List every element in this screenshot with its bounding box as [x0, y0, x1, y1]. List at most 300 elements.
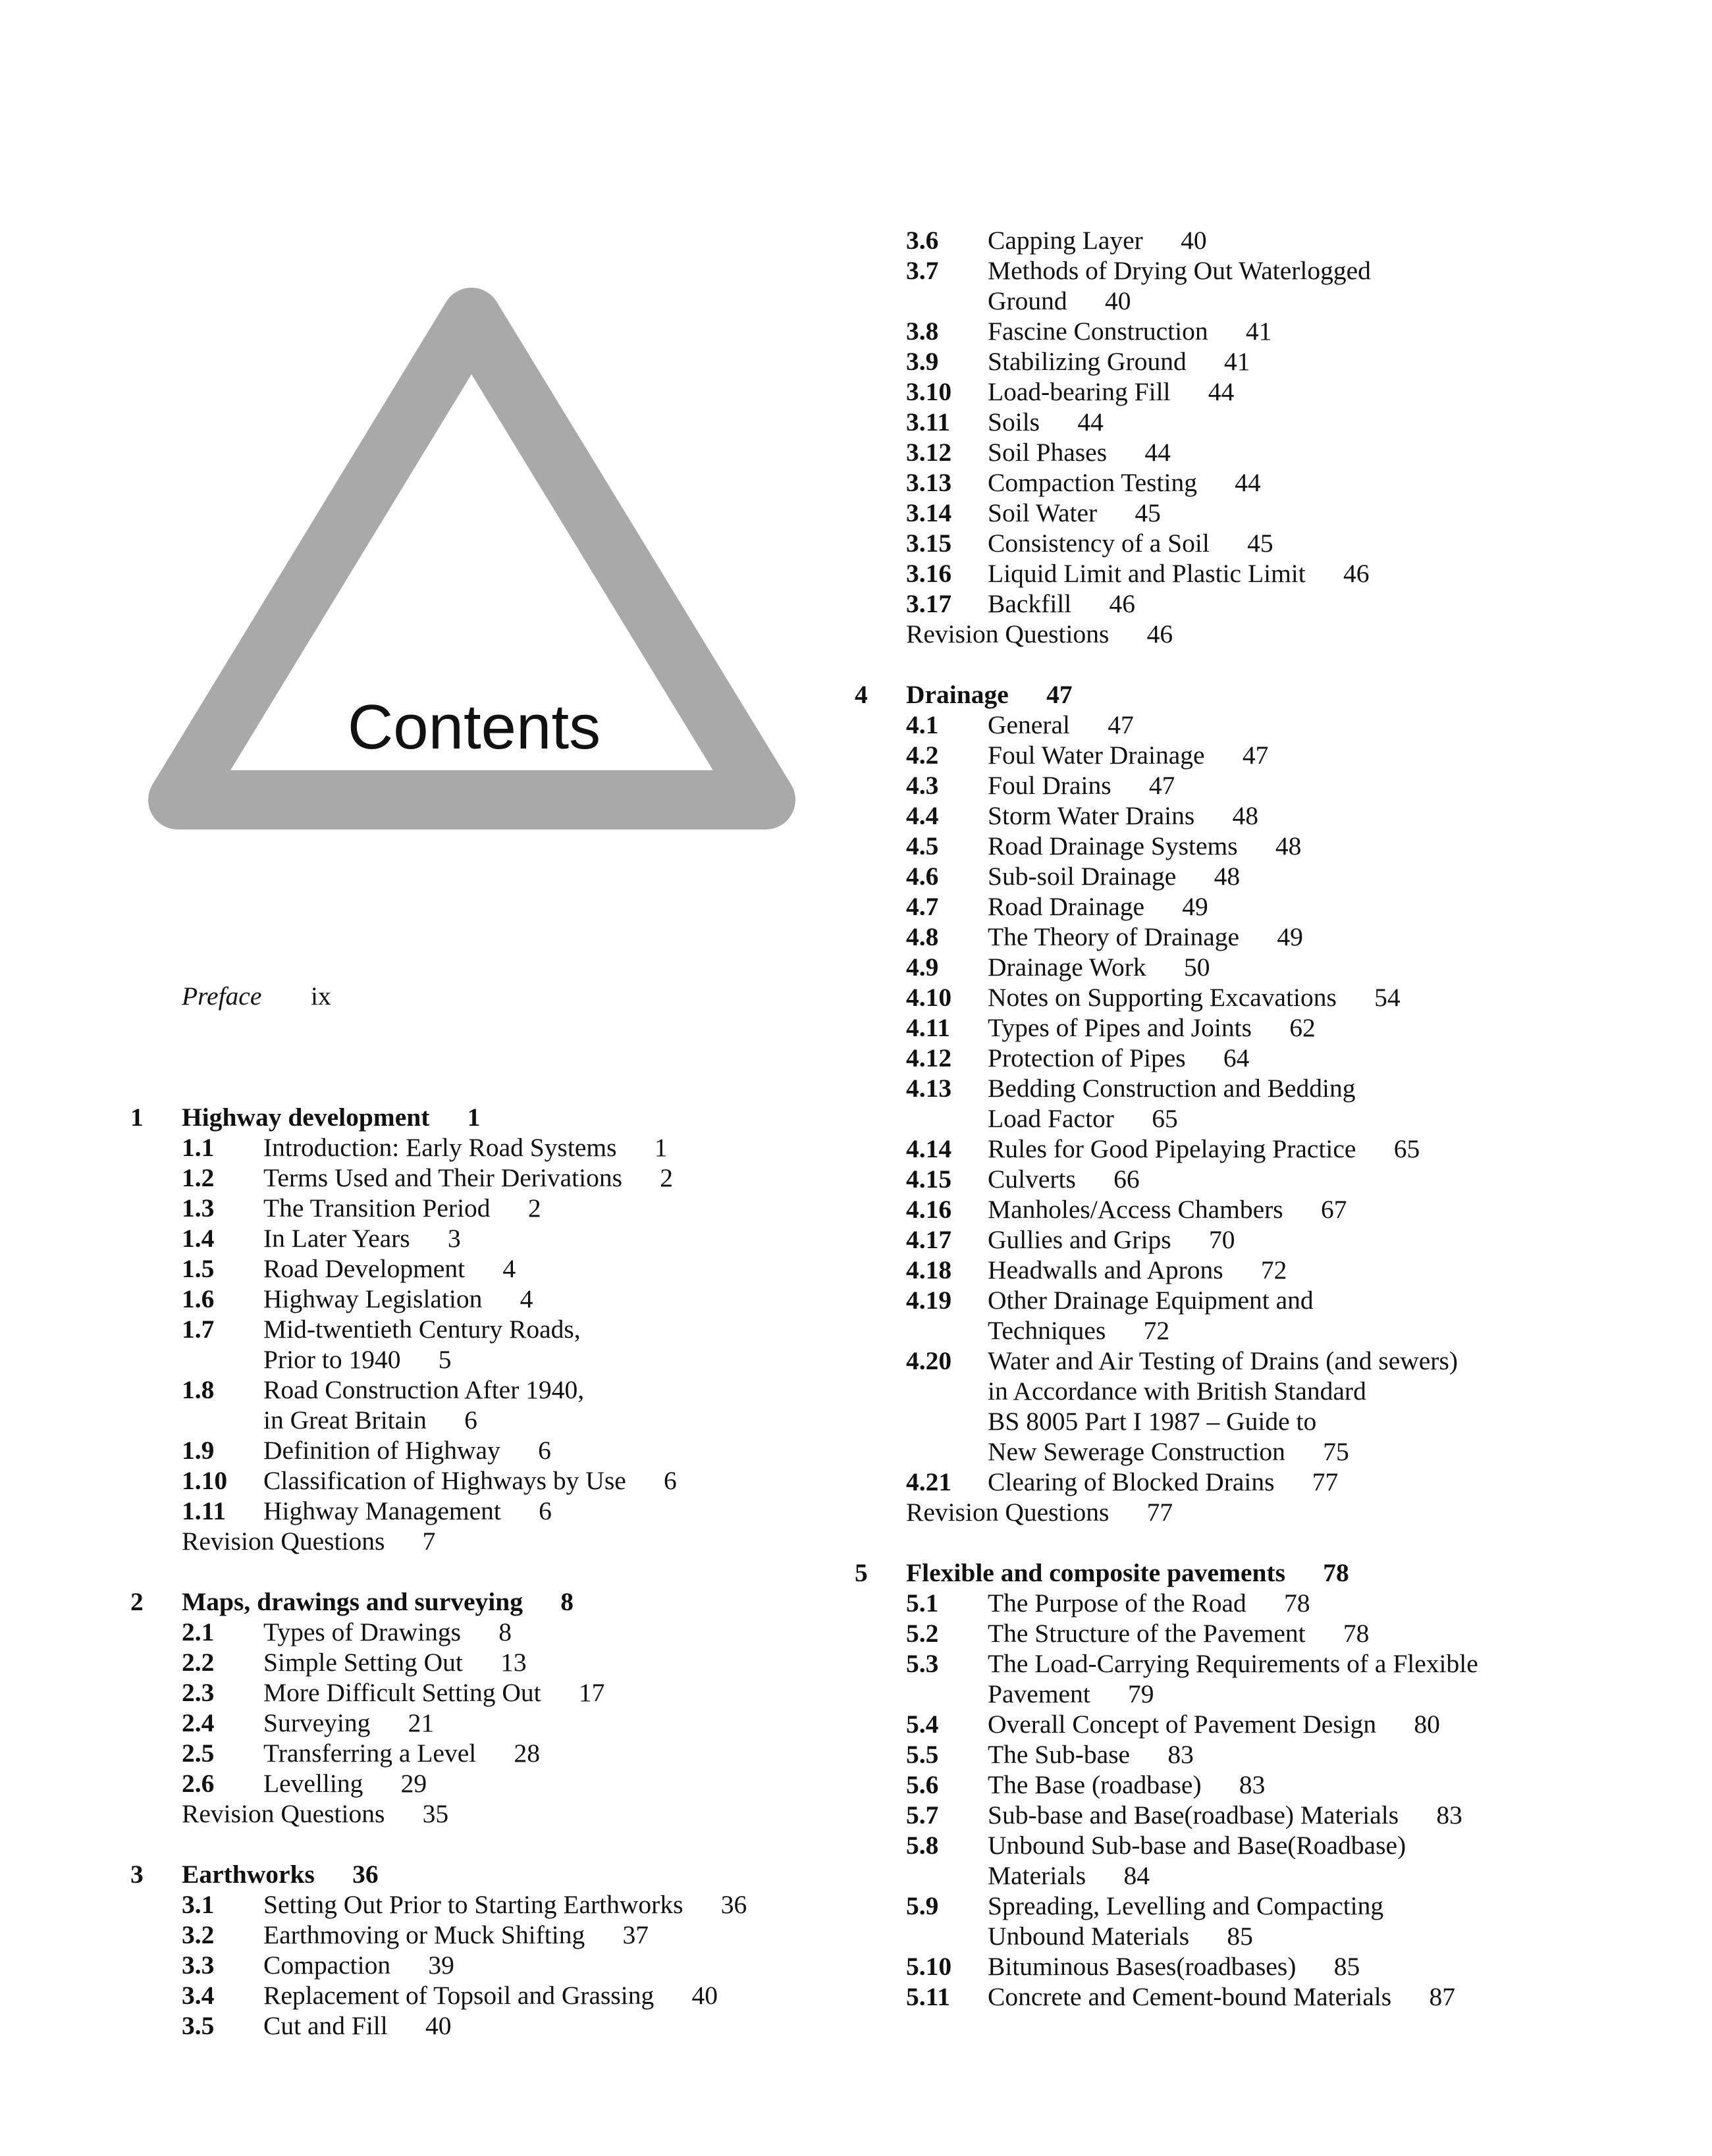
- section-title: Classification of Highways by Use: [263, 1466, 626, 1495]
- section-title-line: [988, 1709, 1440, 1739]
- chapter-number: 1: [130, 1103, 144, 1132]
- section-title-line: [988, 528, 1273, 558]
- section-title: Earthmoving or Muck Shifting: [263, 1920, 585, 1949]
- section-title: The Transition Period: [263, 1194, 491, 1223]
- section-page: 70: [1208, 1225, 1235, 1254]
- section-number: 5.5: [906, 1740, 939, 1769]
- section-number: 4.3: [906, 771, 939, 800]
- section-page: 28: [514, 1739, 540, 1768]
- section-number: 3.2: [182, 1920, 215, 1949]
- section-number: 2.1: [182, 1617, 215, 1646]
- section-page: 72: [1260, 1255, 1287, 1284]
- section-number: 4.10: [906, 983, 952, 1012]
- contents-triangle-graphic: [146, 283, 798, 856]
- section-title: Road Drainage: [988, 892, 1145, 921]
- section-number: 4.8: [906, 922, 939, 951]
- section-title: Setting Out Prior to Starting Earthworks: [263, 1890, 683, 1919]
- section-number: 1.10: [182, 1466, 228, 1495]
- section-title-line: [988, 1800, 1462, 1830]
- section-page: 87: [1429, 1982, 1455, 2011]
- chapter-title: Earthworks: [182, 1860, 315, 1889]
- section-title-line: [263, 1193, 541, 1223]
- section-title-line: [263, 1163, 673, 1193]
- section-title-line: [263, 1314, 581, 1344]
- section-page: 41: [1223, 347, 1250, 376]
- section-title: In Later Years: [263, 1224, 410, 1253]
- section-title: Liquid Limit and Plastic Limit: [988, 559, 1306, 588]
- section-title: Methods of Drying Out Waterlogged: [988, 256, 1371, 285]
- preface-label: Preface: [182, 982, 262, 1011]
- section-title-line: [263, 1375, 584, 1405]
- section-title-line: [988, 346, 1250, 377]
- section-title: Bedding Construction and Bedding: [988, 1074, 1356, 1103]
- section-page: 8: [498, 1617, 512, 1646]
- chapter-page: 47: [1046, 680, 1073, 709]
- section-title: The Sub-base: [988, 1740, 1131, 1769]
- section-number: 3.12: [906, 438, 952, 467]
- section-number: 4.20: [906, 1346, 952, 1375]
- section-page: 80: [1414, 1710, 1440, 1739]
- section-number: 1.3: [182, 1194, 215, 1223]
- section-title: Other Drainage Equipment and: [988, 1286, 1314, 1315]
- section-title-line: [988, 1436, 1349, 1467]
- section-title-line: [988, 1012, 1316, 1043]
- section-title: The Structure of the Pavement: [988, 1619, 1306, 1648]
- chapter-title: Maps, drawings and surveying: [182, 1587, 523, 1616]
- section-page: 44: [1077, 408, 1104, 436]
- section-title-line: [263, 2011, 452, 2041]
- section-page: 48: [1275, 831, 1302, 860]
- chapter-page: 78: [1323, 1558, 1349, 1587]
- section-number: 2.5: [182, 1739, 215, 1768]
- section-number: 2.3: [182, 1678, 215, 1707]
- section-page: 2: [660, 1163, 673, 1192]
- section-number: 1.7: [182, 1315, 215, 1344]
- section-title-line: [988, 1860, 1150, 1891]
- section-number: 3.9: [906, 347, 939, 376]
- section-page: 46: [1146, 619, 1173, 648]
- section-title-line: [988, 1255, 1287, 1285]
- section-title-line: [263, 1708, 434, 1738]
- section-title-line: [988, 1982, 1455, 2012]
- section-number: 4.1: [906, 710, 939, 739]
- section-title-line: [988, 831, 1301, 861]
- section-title-line: [263, 1647, 527, 1677]
- section-title-line: [988, 1285, 1314, 1315]
- section-number: 3.15: [906, 529, 952, 558]
- section-number: 4.19: [906, 1286, 952, 1315]
- section-title-line: [988, 1951, 1360, 1982]
- section-number: 4.16: [906, 1195, 952, 1224]
- section-title: Fascine Construction: [988, 317, 1208, 346]
- section-title: Rules for Good Pipelaying Practice: [988, 1134, 1356, 1163]
- section-title: Road Drainage Systems: [988, 831, 1238, 860]
- section-page: 79: [1128, 1679, 1154, 1708]
- section-page: 78: [1343, 1619, 1370, 1648]
- section-title: Highway Management: [263, 1496, 501, 1525]
- section-number: 4.11: [906, 1013, 950, 1042]
- section-title: Foul Drains: [988, 771, 1111, 800]
- section-number: 1.8: [182, 1375, 215, 1404]
- section-title-line: [988, 407, 1104, 437]
- section-title: More Difficult Setting Out: [263, 1678, 541, 1707]
- section-number: 3.8: [906, 317, 939, 346]
- section-title-line: [988, 589, 1135, 619]
- section-page: 44: [1235, 468, 1261, 497]
- section-number: 3.4: [182, 1981, 215, 2010]
- section-page: 44: [1144, 438, 1171, 467]
- section-title: Sub-base and Base(roadbase) Materials: [988, 1801, 1399, 1829]
- section-page: 47: [1108, 710, 1134, 739]
- section-title-line: [988, 1467, 1338, 1497]
- section-number: 5.8: [906, 1831, 939, 1860]
- section-page: 40: [1181, 226, 1207, 255]
- section-page: 78: [1284, 1589, 1310, 1617]
- section-page: 7: [422, 1527, 436, 1556]
- section-number: 1.9: [182, 1436, 215, 1465]
- section-page: 5: [438, 1345, 452, 1374]
- revision-title: Revision Questions: [182, 1527, 385, 1556]
- section-title-line: [988, 1921, 1253, 1951]
- section-page: 49: [1277, 922, 1303, 951]
- section-title: The Purpose of the Road: [988, 1589, 1246, 1617]
- section-title-line: [988, 982, 1401, 1012]
- section-title: Road Development: [263, 1254, 466, 1283]
- section-title-line: [263, 1435, 551, 1465]
- revision-line: [182, 1526, 435, 1556]
- section-page: 39: [428, 1951, 454, 1980]
- page-title: Contents: [347, 692, 601, 762]
- section-title-line: [988, 801, 1258, 831]
- section-number: 3.14: [906, 498, 952, 527]
- section-title-line: [988, 1346, 1458, 1376]
- chapter-title: Drainage: [906, 680, 1009, 709]
- section-title-line: [988, 377, 1234, 407]
- section-number: 4.12: [906, 1043, 952, 1072]
- section-title-line: [988, 770, 1175, 801]
- section-title-line: [988, 255, 1371, 286]
- preface-page: ix: [311, 982, 331, 1011]
- section-page: 13: [500, 1648, 527, 1677]
- section-title: Pavement: [988, 1679, 1090, 1708]
- section-title-line: [263, 1889, 747, 1920]
- section-page: 48: [1214, 862, 1241, 891]
- section-number: 5.3: [906, 1649, 939, 1678]
- section-page: 45: [1135, 498, 1161, 527]
- section-title: Sub-soil Drainage: [988, 862, 1177, 891]
- section-number: 5.10: [906, 1952, 952, 1981]
- section-title: The Theory of Drainage: [988, 922, 1240, 951]
- section-number: 4.5: [906, 831, 939, 860]
- chapter-title-line: [182, 1102, 480, 1132]
- revision-title: Revision Questions: [182, 1799, 385, 1828]
- section-title: Simple Setting Out: [263, 1648, 463, 1677]
- section-number: 2.4: [182, 1708, 215, 1737]
- section-number: 5.2: [906, 1619, 939, 1648]
- section-number: 4.7: [906, 892, 939, 921]
- section-title: Levelling: [263, 1769, 363, 1798]
- section-number: 4.4: [906, 801, 939, 830]
- section-title-line: [988, 1224, 1235, 1255]
- section-number: 5.7: [906, 1801, 939, 1829]
- section-page: 54: [1374, 983, 1401, 1012]
- revision-line: [906, 1497, 1173, 1527]
- section-title: Replacement of Topsoil and Grassing: [263, 1981, 655, 2010]
- section-page: 50: [1183, 953, 1210, 982]
- section-number: 4.15: [906, 1165, 952, 1194]
- section-title: Introduction: Early Road Systems: [263, 1133, 617, 1162]
- section-title-line: [263, 1253, 516, 1284]
- section-page: 29: [400, 1769, 427, 1798]
- revision-line: [906, 619, 1173, 649]
- section-title-line: [988, 1618, 1369, 1648]
- section-title-line: [263, 1920, 649, 1950]
- section-title-line: [988, 558, 1370, 589]
- section-title-line: [988, 1043, 1249, 1073]
- section-title-line: [263, 1677, 604, 1708]
- section-title: Techniques: [988, 1316, 1106, 1345]
- section-page: 40: [425, 2011, 452, 2040]
- section-title: Capping Layer: [988, 226, 1143, 255]
- chapter-title-line: [906, 679, 1073, 710]
- section-title: New Sewerage Construction: [988, 1437, 1285, 1466]
- section-title-line: [988, 1376, 1366, 1406]
- chapter-title: Flexible and composite pavements: [906, 1558, 1286, 1587]
- section-title: Manholes/Access Chambers: [988, 1195, 1283, 1224]
- section-title: Definition of Highway: [263, 1436, 500, 1465]
- section-page: 6: [538, 1436, 551, 1465]
- section-number: 4.18: [906, 1255, 952, 1284]
- section-title-line: [988, 1134, 1420, 1164]
- section-title-line: [988, 1648, 1478, 1679]
- section-number: 4.6: [906, 862, 939, 891]
- section-page: 36: [720, 1890, 747, 1919]
- section-page: 64: [1223, 1043, 1250, 1072]
- section-title: Headwalls and Aprons: [988, 1255, 1223, 1284]
- section-title: Notes on Supporting Excavations: [988, 983, 1337, 1012]
- section-page: 77: [1312, 1467, 1339, 1496]
- section-title: Road Construction After 1940,: [263, 1375, 585, 1404]
- chapter-title-line: [906, 1558, 1349, 1588]
- section-title: The Base (roadbase): [988, 1770, 1202, 1799]
- section-title: Clearing of Blocked Drains: [988, 1467, 1275, 1496]
- section-number: 3.1: [182, 1890, 215, 1919]
- section-title-line: [988, 467, 1261, 498]
- section-page: 85: [1227, 1922, 1253, 1951]
- section-title: Backfill: [988, 589, 1072, 618]
- section-title: Consistency of a Soil: [988, 529, 1210, 558]
- section-page: 84: [1123, 1861, 1150, 1890]
- section-page: 40: [691, 1981, 718, 2010]
- chapter-number: 3: [130, 1860, 144, 1889]
- section-title-line: [263, 1768, 427, 1799]
- section-page: 65: [1152, 1104, 1178, 1133]
- section-number: 3.6: [906, 226, 939, 255]
- section-number: 4.14: [906, 1134, 952, 1163]
- chapter-page: 36: [352, 1860, 379, 1889]
- section-page: 6: [539, 1496, 552, 1525]
- section-title: Materials: [988, 1861, 1086, 1890]
- section-page: 37: [622, 1920, 649, 1949]
- section-page: 17: [578, 1678, 605, 1707]
- section-page: 83: [1167, 1740, 1194, 1769]
- section-title: Unbound Sub-base and Base(Roadbase): [988, 1831, 1406, 1860]
- section-page: 21: [408, 1708, 435, 1737]
- section-title: Cut and Fill: [263, 2011, 388, 2040]
- section-title: Types of Drawings: [263, 1617, 462, 1646]
- section-number: 5.4: [906, 1710, 939, 1739]
- section-page: 6: [464, 1406, 477, 1434]
- section-title: Water and Air Testing of Drains (and sewers): [988, 1346, 1458, 1375]
- section-title: Protection of Pipes: [988, 1043, 1186, 1072]
- revision-line: [182, 1799, 448, 1829]
- section-page: 3: [447, 1224, 461, 1253]
- section-page: 77: [1146, 1498, 1173, 1527]
- section-page: 85: [1333, 1952, 1360, 1981]
- section-title-line: [988, 891, 1208, 922]
- section-number: 4.21: [906, 1467, 952, 1496]
- section-page: 62: [1289, 1013, 1316, 1042]
- section-page: 67: [1320, 1195, 1347, 1224]
- section-title-line: [988, 1194, 1347, 1224]
- section-title: Overall Concept of Pavement Design: [988, 1710, 1377, 1739]
- section-title-line: [988, 861, 1240, 891]
- section-title-line: [988, 1830, 1406, 1860]
- section-title-line: [988, 1073, 1355, 1103]
- section-title: Stabilizing Ground: [988, 347, 1187, 376]
- section-title: General: [988, 710, 1070, 739]
- chapter-title: Highway development: [182, 1103, 430, 1132]
- section-page: 6: [664, 1466, 677, 1495]
- section-title: in Great Britain: [263, 1406, 427, 1434]
- section-title-line: [988, 1406, 1316, 1436]
- section-number: 4.17: [906, 1225, 952, 1254]
- section-title-line: [988, 1891, 1383, 1921]
- section-title-line: [988, 740, 1268, 770]
- section-number: 3.13: [906, 468, 952, 497]
- section-title: Terms Used and Their Derivations: [263, 1163, 622, 1192]
- section-title-line: [988, 952, 1210, 982]
- section-title: Surveying: [263, 1708, 371, 1737]
- chapter-number: 4: [855, 680, 868, 709]
- chapter-number: 2: [130, 1587, 144, 1616]
- section-title-line: [263, 1344, 452, 1375]
- section-page: 83: [1239, 1770, 1266, 1799]
- section-title-line: [988, 1739, 1194, 1770]
- section-title: Soils: [988, 408, 1040, 436]
- section-title: Load-bearing Fill: [988, 377, 1171, 406]
- section-title-line: [988, 1315, 1169, 1346]
- section-title: Drainage Work: [988, 953, 1146, 982]
- chapter-page: 1: [467, 1103, 481, 1132]
- section-page: 2: [527, 1194, 541, 1223]
- section-title-line: [263, 1132, 668, 1163]
- section-number: 3.7: [906, 256, 939, 285]
- section-number: 1.2: [182, 1163, 215, 1192]
- section-title: Bituminous Bases(roadbases): [988, 1952, 1297, 1981]
- section-page: 72: [1143, 1316, 1170, 1345]
- section-page: 46: [1109, 589, 1136, 618]
- section-page: 47: [1148, 771, 1175, 800]
- section-number: 1.5: [182, 1254, 215, 1283]
- section-title-line: [988, 437, 1171, 467]
- section-title: Ground: [988, 286, 1067, 315]
- section-page: 48: [1232, 801, 1258, 830]
- section-title: Soil Water: [988, 498, 1098, 527]
- section-page: 44: [1208, 377, 1235, 406]
- section-title-line: [263, 1617, 512, 1647]
- section-page: 35: [422, 1799, 449, 1828]
- chapter-title-line: [182, 1859, 379, 1889]
- section-page: 4: [520, 1284, 533, 1313]
- section-title: The Load-Carrying Requirements of a Flexible: [988, 1649, 1478, 1678]
- section-number: 5.11: [906, 1982, 950, 2011]
- section-number: 1.6: [182, 1284, 215, 1313]
- section-title-line: [988, 922, 1303, 952]
- section-title-line: [988, 498, 1161, 528]
- section-number: 2.6: [182, 1769, 215, 1798]
- section-number: 5.1: [906, 1589, 939, 1617]
- section-title: Load Factor: [988, 1104, 1114, 1133]
- section-number: 5.9: [906, 1891, 939, 1920]
- section-number: 4.9: [906, 953, 939, 982]
- section-page: 1: [654, 1133, 668, 1162]
- section-number: 2.2: [182, 1648, 215, 1677]
- section-number: 3.11: [906, 408, 950, 436]
- section-title: Storm Water Drains: [988, 801, 1195, 830]
- section-title-line: [263, 1950, 454, 1980]
- section-title-line: [263, 1223, 461, 1253]
- section-page: 40: [1104, 286, 1131, 315]
- section-number: 3.3: [182, 1951, 215, 1980]
- section-title-line: [988, 225, 1207, 255]
- chapter-number: 5: [855, 1558, 868, 1587]
- revision-title: Revision Questions: [906, 619, 1110, 648]
- section-title-line: [263, 1980, 718, 2011]
- section-number: 1.1: [182, 1133, 215, 1162]
- section-title-line: [988, 316, 1271, 346]
- section-number: 3.16: [906, 559, 952, 588]
- section-number: 1.4: [182, 1224, 215, 1253]
- section-title-line: [263, 1465, 677, 1496]
- section-page: 83: [1436, 1801, 1462, 1829]
- section-title: Spreading, Levelling and Compacting: [988, 1891, 1384, 1920]
- section-number: 4.13: [906, 1074, 952, 1103]
- section-title-line: [988, 286, 1131, 316]
- section-number: 1.11: [182, 1496, 226, 1525]
- section-page: 41: [1245, 317, 1272, 346]
- section-title: Culverts: [988, 1165, 1076, 1194]
- section-title: Transferring a Level: [263, 1739, 477, 1768]
- chapter-title-line: [182, 1587, 574, 1617]
- section-title-line: [263, 1405, 477, 1435]
- section-title-line: [988, 710, 1134, 740]
- section-title: Compaction: [263, 1951, 391, 1980]
- section-title-line: [988, 1164, 1140, 1194]
- section-page: 4: [502, 1254, 516, 1283]
- section-page: 47: [1242, 741, 1269, 770]
- section-number: 4.2: [906, 741, 939, 770]
- section-page: 49: [1182, 892, 1208, 921]
- section-number: 3.10: [906, 377, 952, 406]
- section-title-line: [263, 1284, 533, 1314]
- section-page: 65: [1393, 1134, 1420, 1163]
- section-title: BS 8005 Part I 1987 – Guide to: [988, 1407, 1317, 1436]
- section-title-line: [988, 1770, 1265, 1800]
- section-title: Foul Water Drainage: [988, 741, 1205, 770]
- revision-title: Revision Questions: [906, 1498, 1110, 1527]
- section-number: 3.17: [906, 589, 952, 618]
